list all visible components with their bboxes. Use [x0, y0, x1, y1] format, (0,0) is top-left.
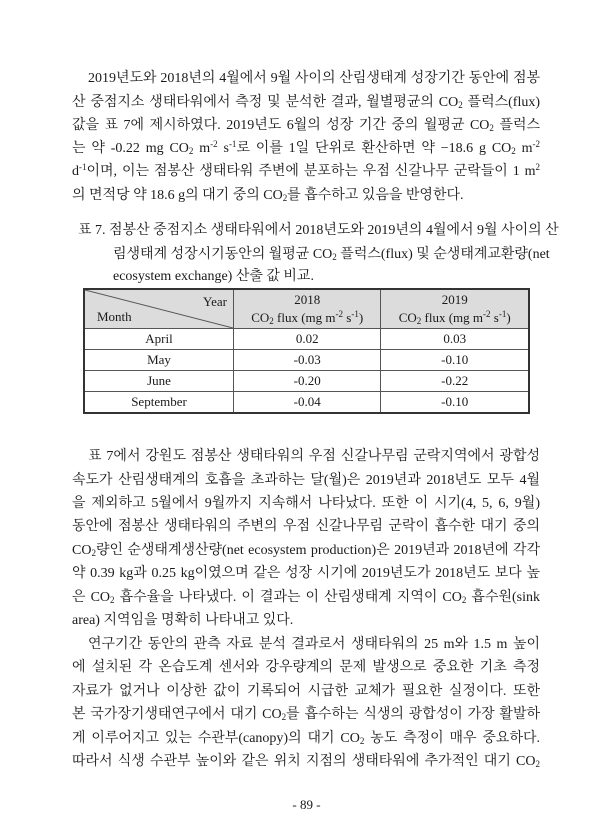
text-segment: 의 면적당 약 18.6 g의 대기 중의 CO	[72, 188, 283, 203]
text-line	[88, 635, 540, 655]
text-line	[72, 116, 540, 136]
header-2018	[234, 289, 381, 329]
text-segment: ecosystem exchange) 산출 값 비교.	[113, 269, 314, 284]
text-segment: 자료가 없거나 이상한 값이 기록되어 시급한 교체가 필요한 실정이다. 또한	[72, 684, 540, 699]
text-line	[72, 162, 540, 182]
text-segment: 에 설치된 각 온습도계 센서와 강우량계의 문제 발생으로 중요한 기초 측정	[72, 660, 540, 675]
text-segment: 표 7. 점봉산 중점지소 생태타워에서 2018년도와 2019년의 4월에서 9월 사이의 산	[78, 223, 559, 238]
text-segment: 2	[489, 123, 494, 133]
text-line	[72, 541, 540, 561]
table-row	[84, 392, 529, 414]
cell-v2018: 0.02	[234, 329, 381, 350]
cell-month: September	[84, 392, 234, 414]
text-line	[113, 245, 550, 265]
text-segment: CO	[251, 310, 270, 325]
text-line	[72, 471, 540, 491]
cell-v2018: -0.20	[234, 371, 381, 392]
text-segment: 흡수원(sink	[466, 590, 540, 605]
text-segment: 2	[282, 193, 288, 203]
text-segment: )	[506, 310, 511, 325]
text-segment: 량인 순생태계생산량(net ecosystem production)은 2019년과 2018년에 각각	[95, 543, 540, 558]
text-line	[72, 705, 540, 725]
text-segment: 이며, 이는 점봉산 생태타워 주변에 분포하는 우점 신갈나무 군락들이 1 m	[86, 164, 536, 179]
text-line	[72, 564, 540, 584]
text-line	[88, 69, 540, 89]
text-segment: 플럭스(flux)	[462, 95, 541, 110]
unit-label	[381, 309, 528, 327]
text-segment: d	[72, 164, 79, 179]
text-segment: 2	[91, 548, 96, 558]
text-line	[78, 221, 559, 241]
text-segment: flux (mg m	[273, 310, 336, 325]
text-segment: s	[343, 310, 352, 325]
text-segment: 값을 표 7에 제시하였다. 2019년도 6월의 성장 기간 중의 월평균 CO	[72, 118, 490, 133]
cell-v2019: -0.10	[381, 392, 529, 414]
text-line	[88, 447, 540, 467]
text-segment: 산 중점지소 생태타워에서 측정 및 분석한 결과, 월별평균의 CO	[72, 95, 459, 110]
text-line	[72, 517, 540, 537]
text-segment: 약 0.39 kg과 0.25 kg이였으며 같은 성장 시기에 2019년도가 2018년도 보다 높	[72, 566, 540, 581]
text-segment: 은 CO	[72, 590, 111, 605]
text-segment: -2	[335, 309, 344, 319]
text-segment: 2	[269, 316, 274, 326]
table-row	[84, 371, 529, 392]
text-segment: 를 흡수하고 있음을 반영한다.	[287, 188, 464, 203]
cell-month: May	[84, 350, 234, 371]
table-header-row	[84, 289, 529, 329]
text-line	[72, 139, 540, 159]
text-line	[113, 267, 540, 287]
text-segment: 2	[535, 162, 540, 172]
text-segment: 본 국가장기생태연구에서 대기 CO	[72, 707, 282, 722]
text-segment: CO	[398, 310, 417, 325]
text-segment: s	[217, 141, 229, 156]
text-segment: 2019년도와 2018년의 4월에서 9월 사이의 산림생태계 성장기간 동안에 점봉	[88, 71, 540, 86]
text-segment: 2	[110, 595, 115, 605]
text-segment: 림생태계 성장시기동안의 월평균 CO	[113, 247, 333, 262]
text-segment: 는 약 -0.22 mg CO	[72, 141, 189, 156]
text-segment: 표 7에서 강원도 점봉산 생태타워의 우점 신갈나무림 군락지역에서 광합성	[88, 449, 540, 464]
text-line	[72, 682, 540, 702]
text-segment: -1	[351, 309, 359, 319]
cell-month: June	[84, 371, 234, 392]
text-line	[72, 611, 540, 631]
text-segment: m	[515, 141, 533, 156]
text-segment: 로 이를 1일 단위로 환산하면 약 −18.6 g CO	[236, 141, 512, 156]
text-segment: -1	[498, 309, 507, 319]
text-segment: 따라서 식생 수관부 높이와 같은 위치 지점의 생태타워에 추가적인 대기 CO	[72, 754, 536, 769]
text-line	[72, 588, 540, 608]
text-segment: 2	[511, 146, 516, 156]
co2-flux-table	[83, 288, 530, 414]
text-segment: CO	[72, 543, 92, 558]
year-2019: 2019	[441, 292, 468, 307]
month-label: Month	[97, 309, 132, 324]
text-segment: 게 이루어지고 있는 수관부(canopy)의 대기 CO	[72, 731, 360, 746]
text-segment: 2	[359, 736, 365, 746]
text-segment: -2	[210, 139, 218, 149]
cell-v2018: -0.03	[234, 350, 381, 371]
text-segment: 플럭스	[493, 118, 540, 133]
text-segment: 속도가 산림생태계의 호흡을 초과하는 달(월)은 2019년과 2018년도 모두 4월	[72, 473, 540, 488]
text-segment: area) 지역임을 명확히 나타내고 있다.	[72, 613, 294, 628]
unit-label	[234, 309, 380, 327]
cell-v2019: -0.22	[381, 371, 529, 392]
header-diagonal-cell	[84, 289, 234, 329]
text-segment: 를 흡수하는 식생의 광합성이 가장 활발하	[286, 707, 540, 722]
cell-v2018: -0.04	[234, 392, 381, 414]
text-segment: 2	[458, 100, 463, 110]
text-line	[72, 658, 540, 678]
cell-month: April	[84, 329, 234, 350]
text-segment: flux (mg m	[421, 310, 484, 325]
text-segment: -1	[79, 162, 87, 172]
text-segment: 2	[332, 252, 337, 262]
text-segment: 플럭스(flux) 및 순생태계교환량(net	[336, 247, 550, 262]
text-line	[72, 494, 540, 514]
text-line	[72, 729, 540, 749]
text-segment: 흡수율을 나타냈다. 이 결과는 이 산림생태계 지역이 CO	[114, 590, 462, 605]
year-label: Year	[203, 294, 227, 309]
text-segment: 농도 측정이 매우 중요하다.	[364, 731, 540, 746]
text-segment: m	[193, 141, 211, 156]
text-line	[72, 752, 540, 772]
text-segment: 2	[535, 759, 540, 769]
text-line	[72, 93, 540, 113]
table-row	[84, 350, 529, 371]
table-row	[84, 329, 529, 350]
text-segment: 2	[281, 712, 287, 722]
year-2018: 2018	[294, 292, 321, 307]
text-segment: )	[358, 310, 364, 325]
cell-v2019: 0.03	[381, 329, 529, 350]
text-segment: s	[490, 310, 499, 325]
text-segment: 을 제외하고 5월에서 9월까지 지속해서 나타났다. 또한 이 시기(4, 5, 6, 9월)	[72, 496, 540, 511]
text-segment: 동안에 점봉산 생태타워의 주변의 우점 신갈나무림 군락이 흡수한 대기 중의	[72, 519, 540, 534]
text-segment: -1	[228, 139, 237, 149]
text-segment: 연구기간 동안의 관측 자료 분석 결과로서 생태타워의 25 m와 1.5 m 높이	[88, 637, 540, 652]
text-line	[72, 186, 540, 206]
text-segment: -2	[483, 309, 491, 319]
text-segment: -2	[532, 139, 541, 149]
text-segment: 2	[188, 146, 194, 156]
page-number: - 89 -	[292, 797, 321, 812]
text-segment: 2	[461, 595, 467, 605]
text-segment: 2	[416, 316, 422, 326]
header-2019	[381, 289, 529, 329]
cell-v2019: -0.10	[381, 350, 529, 371]
